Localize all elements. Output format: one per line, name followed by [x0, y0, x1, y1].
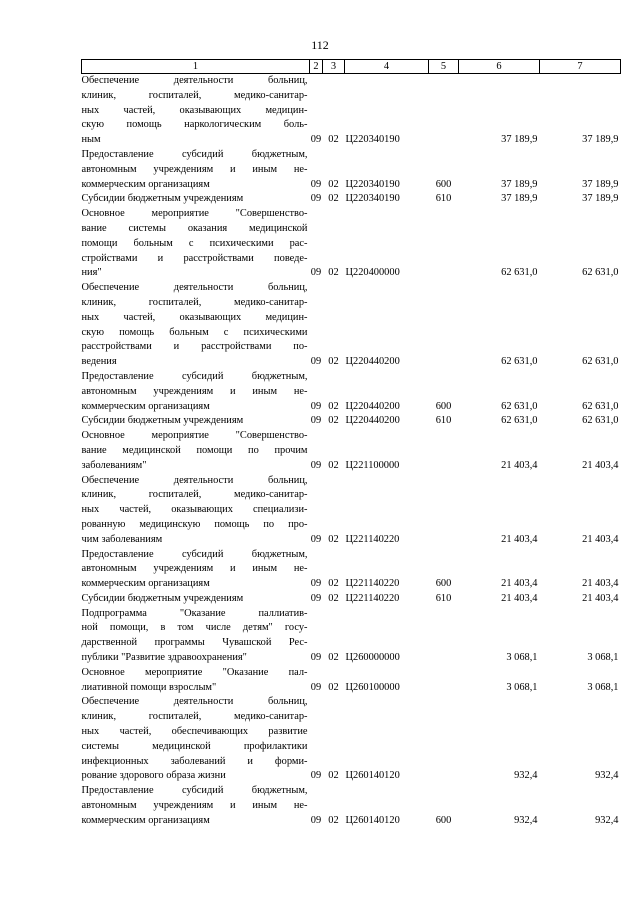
amount-year-2: 932,4	[595, 770, 619, 782]
amount-year-1: 932,4	[514, 770, 538, 782]
row-description	[82, 207, 310, 281]
row-description-line: Предоставление субсидий бюджетным,	[81, 548, 308, 560]
column-header-3: 3	[323, 60, 345, 74]
table-row	[82, 695, 621, 784]
amount-year-2: 21 403,4	[582, 592, 619, 604]
amount-year-1: 62 631,0	[501, 400, 538, 412]
subsection-code: 02	[328, 415, 339, 427]
table-row	[82, 192, 621, 207]
amount-year-1: 62 631,0	[501, 267, 538, 279]
amount-year-1: 37 189,9	[501, 134, 538, 146]
row-description-line: Основное мероприятие "Оказание пал-	[81, 666, 308, 678]
section-code: 09	[310, 193, 322, 205]
row-description-line: Обеспечение деятельности больниц,	[81, 75, 308, 86]
row-description	[82, 148, 310, 192]
table-row	[82, 474, 621, 548]
expense-type-code	[429, 74, 459, 148]
table-row	[82, 74, 621, 148]
target-article-code: Ц221100000	[345, 459, 400, 471]
target-article-code: Ц220440200	[345, 415, 400, 427]
amount-year-2: 37 189,9	[582, 178, 619, 190]
section-code: 09	[310, 533, 322, 545]
row-description-line: Субсидии бюджетным учреждениям	[81, 193, 244, 205]
row-description-line: вание системы оказания медицинской	[81, 222, 308, 234]
column-header-2: 2	[310, 60, 323, 74]
table-row	[82, 548, 621, 592]
row-description-line: клиник, госпиталей, медико-санитар-	[81, 489, 308, 501]
amount-year-1: 3 068,1	[506, 652, 538, 664]
row-description-line: вание медицинской помощи по прочим	[81, 444, 308, 456]
section-code: 09	[310, 578, 322, 590]
row-description-line: Подпрограмма "Оказание паллиатив-	[81, 607, 308, 619]
subsection-code: 02	[328, 814, 339, 826]
row-description-line: Основное мероприятие "Совершенство-	[81, 208, 308, 220]
row-description	[82, 370, 310, 414]
amount-year-2: 21 403,4	[582, 578, 619, 590]
amount-year-2: 37 189,9	[582, 134, 619, 146]
subsection-code: 02	[328, 400, 339, 412]
row-description-line: ных частей, оказывающих медицин-	[81, 311, 308, 323]
amount-year-1: 21 403,4	[501, 459, 538, 471]
row-description-line: рованную медицинскую помощь по про-	[81, 518, 308, 530]
row-description	[82, 784, 310, 828]
table-row	[82, 370, 621, 414]
subsection-code: 02	[328, 193, 339, 205]
amount-year-1: 21 403,4	[501, 533, 538, 545]
row-description-line: лиативной помощи взрослым"	[81, 681, 217, 693]
amount-year-1: 37 189,9	[501, 178, 538, 190]
table-body	[82, 74, 621, 829]
row-description-line: чим заболеваниям	[81, 533, 163, 545]
table-row	[82, 207, 621, 281]
amount-year-1: 21 403,4	[501, 592, 538, 604]
target-article-code: Ц260100000	[345, 681, 400, 693]
budget-table	[81, 59, 621, 829]
target-article-code: Ц220340190	[345, 134, 400, 146]
row-description-line: публики "Развитие здравоохранения"	[81, 652, 247, 664]
table-row	[82, 784, 621, 828]
section-code: 09	[310, 415, 322, 427]
row-description-line: скую помощь наркологическим боль-	[81, 119, 308, 131]
row-description-line: коммерческим организациям	[81, 578, 210, 590]
subsection-code: 02	[328, 770, 339, 782]
row-description-line: Обеспечение деятельности больниц,	[81, 282, 308, 294]
expense-type-code	[429, 474, 459, 548]
row-description-line: коммерческим организациям	[81, 814, 210, 826]
expense-type-code: 610	[435, 415, 452, 427]
row-description-line: ной помощи, в том числе детям" госу-	[81, 622, 308, 634]
section-code: 09	[310, 814, 322, 826]
target-article-code: Ц221140220	[345, 592, 400, 604]
row-description-line: стройствами и расстройствами поведе-	[81, 252, 308, 264]
expense-type-code: 600	[435, 400, 452, 412]
column-header-5: 5	[429, 60, 459, 74]
target-article-code: Ц220400000	[345, 267, 400, 279]
row-description-line: Предоставление субсидий бюджетным,	[81, 785, 308, 797]
expense-type-code	[429, 695, 459, 784]
expense-type-code: 610	[435, 592, 452, 604]
row-description-line: автономным учреждениям и иным не-	[81, 385, 308, 397]
row-description	[82, 548, 310, 592]
amount-year-2: 62 631,0	[582, 415, 619, 427]
row-description-line: ных частей, оказывающих медицин-	[81, 104, 308, 116]
row-description	[82, 474, 310, 548]
row-description-line: клиник, госпиталей, медико-санитар-	[81, 89, 308, 101]
amount-year-1: 3 068,1	[506, 681, 538, 693]
row-description-line: Обеспечение деятельности больниц,	[81, 696, 308, 708]
target-article-code: Ц220340190	[345, 193, 400, 205]
row-description-line: Предоставление субсидий бюджетным,	[81, 148, 308, 160]
amount-year-2: 62 631,0	[582, 267, 619, 279]
target-article-code: Ц220340190	[345, 178, 400, 190]
target-article-code: Ц260000000	[345, 652, 400, 664]
amount-year-2: 62 631,0	[582, 400, 619, 412]
table-row	[82, 148, 621, 192]
row-description-line: ным	[81, 134, 101, 146]
row-description-line: рование здорового образа жизни	[81, 770, 226, 782]
row-description-line: расстройствами и расстройствами по-	[81, 341, 308, 353]
expense-type-code	[429, 666, 459, 696]
subsection-code: 02	[328, 178, 339, 190]
subsection-code: 02	[328, 681, 339, 693]
row-description-line: клиник, госпиталей, медико-санитар-	[81, 711, 308, 723]
row-description	[82, 592, 310, 607]
section-code: 09	[310, 459, 322, 471]
subsection-code: 02	[328, 356, 339, 368]
amount-year-2: 21 403,4	[582, 533, 619, 545]
amount-year-2: 21 403,4	[582, 459, 619, 471]
subsection-code: 02	[328, 134, 339, 146]
expense-type-code	[429, 429, 459, 473]
row-description-line: помощи больным с психическими рас-	[81, 237, 308, 249]
amount-year-1: 21 403,4	[501, 578, 538, 590]
table-row	[82, 414, 621, 429]
target-article-code: Ц260140120	[345, 814, 400, 826]
subsection-code: 02	[328, 652, 339, 664]
row-description	[82, 666, 310, 696]
subsection-code: 02	[328, 533, 339, 545]
table-row	[82, 429, 621, 473]
row-description	[82, 414, 310, 429]
page-number: 112	[311, 38, 329, 52]
row-description-line: автономным учреждениям и иным не-	[81, 800, 308, 812]
row-description-line: Основное мероприятие "Совершенство-	[81, 430, 308, 442]
row-description-line: коммерческим организациям	[81, 178, 210, 190]
row-description-line: инфекционных заболеваний и форми-	[81, 755, 308, 767]
column-header-1: 1	[82, 60, 310, 74]
amount-year-2: 3 068,1	[587, 681, 619, 693]
row-description-line: системы медицинской профилактики	[81, 740, 308, 752]
column-header-4: 4	[345, 60, 429, 74]
row-description-line: Обеспечение деятельности больниц,	[81, 474, 308, 486]
expense-type-code	[429, 207, 459, 281]
table-row	[82, 592, 621, 607]
row-description	[82, 281, 310, 370]
target-article-code: Ц221140220	[345, 578, 400, 590]
expense-type-code: 600	[435, 178, 452, 190]
row-description	[82, 695, 310, 784]
expense-type-code	[429, 607, 459, 666]
section-code: 09	[310, 134, 322, 146]
table-row	[82, 281, 621, 370]
amount-year-1: 932,4	[514, 814, 538, 826]
target-article-code: Ц220440200	[345, 400, 400, 412]
table-header-row	[82, 60, 621, 74]
target-article-code: Ц260140120	[345, 770, 400, 782]
target-article-code: Ц220440200	[345, 356, 400, 368]
column-header-6: 6	[459, 60, 540, 74]
section-code: 09	[310, 267, 322, 279]
row-description-line: скую помощь больным с психическими	[81, 326, 308, 338]
section-code: 09	[310, 400, 322, 412]
subsection-code: 02	[328, 459, 339, 471]
table-row	[82, 666, 621, 696]
row-description	[82, 429, 310, 473]
amount-year-1: 37 189,9	[501, 193, 538, 205]
expense-type-code: 610	[435, 193, 452, 205]
row-description-line: ных частей, обеспечивающих развитие	[81, 726, 308, 738]
section-code: 09	[310, 592, 322, 604]
row-description-line: ведения	[81, 356, 117, 368]
expense-type-code: 600	[435, 814, 452, 826]
subsection-code: 02	[328, 592, 339, 604]
subsection-code: 02	[328, 578, 339, 590]
row-description-line: заболеваниям"	[81, 459, 147, 471]
row-description-line: автономным учреждениям и иным не-	[81, 163, 308, 175]
section-code: 09	[310, 652, 322, 664]
section-code: 09	[310, 681, 322, 693]
row-description-line: ных частей, оказывающих специализи-	[81, 504, 308, 516]
row-description-line: коммерческим организациям	[81, 400, 210, 412]
amount-year-2: 932,4	[595, 814, 619, 826]
row-description-line: Субсидии бюджетным учреждениям	[81, 592, 244, 604]
row-description-line: клиник, госпиталей, медико-санитар-	[81, 296, 308, 308]
expense-type-code: 600	[435, 578, 452, 590]
section-code: 09	[310, 770, 322, 782]
table-row	[82, 607, 621, 666]
amount-year-1: 62 631,0	[501, 356, 538, 368]
row-description	[82, 74, 310, 148]
row-description	[82, 607, 310, 666]
row-description-line: Предоставление субсидий бюджетным,	[81, 370, 308, 382]
section-code: 09	[310, 356, 322, 368]
section-code: 09	[310, 178, 322, 190]
amount-year-2: 37 189,9	[582, 193, 619, 205]
row-description-line: автономным учреждениям и иным не-	[81, 563, 308, 575]
expense-type-code	[429, 281, 459, 370]
row-description	[82, 192, 310, 207]
subsection-code: 02	[328, 267, 339, 279]
row-description-line: дарственной программы Чувашской Рес-	[81, 637, 308, 649]
column-header-7: 7	[540, 60, 621, 74]
target-article-code: Ц221140220	[345, 533, 400, 545]
row-description-line: Субсидии бюджетным учреждениям	[81, 415, 244, 427]
amount-year-2: 62 631,0	[582, 356, 619, 368]
amount-year-2: 3 068,1	[587, 652, 619, 664]
amount-year-1: 62 631,0	[501, 415, 538, 427]
row-description-line: ния"	[81, 267, 102, 279]
